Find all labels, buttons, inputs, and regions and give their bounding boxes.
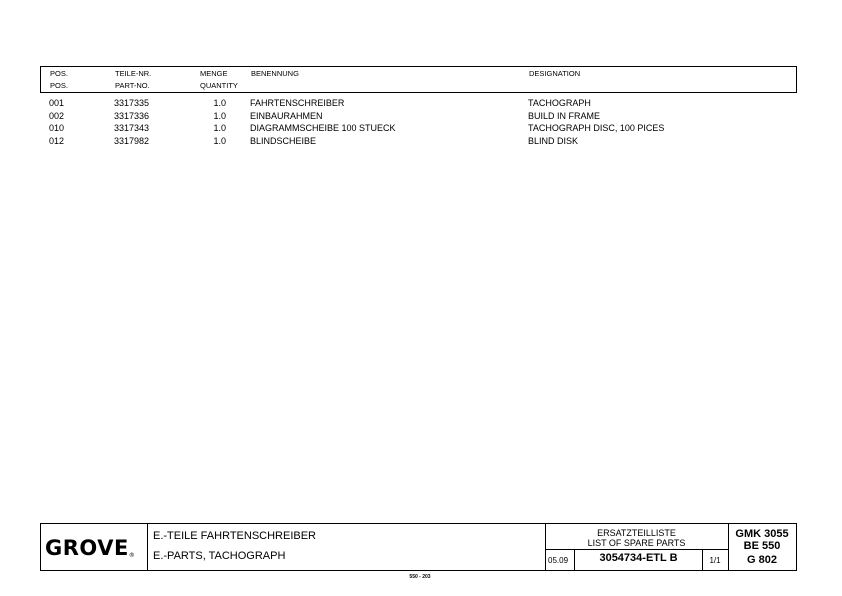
title-en: E.-PARTS, TACHOGRAPH xyxy=(153,550,286,562)
logo-text: GROVE xyxy=(45,536,129,560)
cell-quantity: 1.0 xyxy=(213,110,226,121)
header-part xyxy=(115,68,151,92)
model-g: G 802 xyxy=(747,554,777,566)
column-header xyxy=(40,66,797,93)
parts-list xyxy=(40,97,797,147)
header-part-de: TEILE-NR. xyxy=(115,69,152,78)
cell-quantity: 1.0 xyxy=(213,135,226,146)
cell-pos: 002 xyxy=(49,110,65,121)
issue-date: 05.09 xyxy=(548,556,569,565)
document-number: 3054734-ETL B xyxy=(599,552,678,564)
cell-quantity: 1.0 xyxy=(213,123,226,133)
cell-part-no: 3317982 xyxy=(114,135,150,146)
cell-designation: BUILD IN FRAME xyxy=(528,110,601,121)
cell-benennung: BLINDSCHEIBE xyxy=(250,135,317,146)
header-part-en: PART-NO. xyxy=(115,81,150,90)
cell-part-no: 3317336 xyxy=(114,110,150,121)
table-row xyxy=(40,110,797,123)
cell-part-no: 3317335 xyxy=(114,98,150,108)
cell-pos: 012 xyxy=(49,135,65,146)
cell-benennung: EINBAURAHMEN xyxy=(250,110,323,121)
header-pos-de: POS. xyxy=(50,69,68,78)
header-qty-de: MENGE xyxy=(200,69,228,78)
grove-logo xyxy=(45,533,145,563)
header-pos xyxy=(50,68,68,92)
header-designation xyxy=(529,68,580,80)
model-gmk: GMK 3055 xyxy=(735,528,789,540)
title-block xyxy=(40,523,797,571)
list-title-en: LIST OF SPARE PARTS xyxy=(587,538,686,548)
cell-quantity: 1.0 xyxy=(213,98,226,108)
header-qty xyxy=(200,68,238,92)
divider xyxy=(545,549,728,550)
page-number: 1/1 xyxy=(709,556,721,565)
model-be: BE 550 xyxy=(743,540,781,552)
cell-pos: 001 xyxy=(49,98,65,108)
list-title-de: ERSATZTEILLISTE xyxy=(597,528,676,538)
divider xyxy=(147,524,148,570)
table-row xyxy=(40,122,797,135)
cell-pos: 010 xyxy=(49,123,65,133)
cell-benennung: FAHRTENSCHREIBER xyxy=(250,98,345,108)
cell-designation: BLIND DISK xyxy=(528,135,579,146)
page-code: 550 - 203 xyxy=(409,574,431,580)
cell-part-no: 3317343 xyxy=(114,123,150,133)
registered-mark: ® xyxy=(128,552,136,559)
cell-designation: TACHOGRAPH DISC, 100 PICES xyxy=(528,123,665,133)
table-row xyxy=(40,135,797,148)
header-qty-en: QUANTITY xyxy=(200,81,238,90)
header-benennung xyxy=(251,68,299,80)
header-designation-label: DESIGNATION xyxy=(529,69,581,78)
header-pos-en: POS. xyxy=(50,81,68,90)
cell-benennung: DIAGRAMMSCHEIBE 100 STUECK xyxy=(250,123,396,133)
cell-designation: TACHOGRAPH xyxy=(528,98,591,108)
header-benennung-label: BENENNUNG xyxy=(251,69,299,78)
title-de: E.-TEILE FAHRTENSCHREIBER xyxy=(153,530,316,542)
table-row xyxy=(40,97,797,110)
